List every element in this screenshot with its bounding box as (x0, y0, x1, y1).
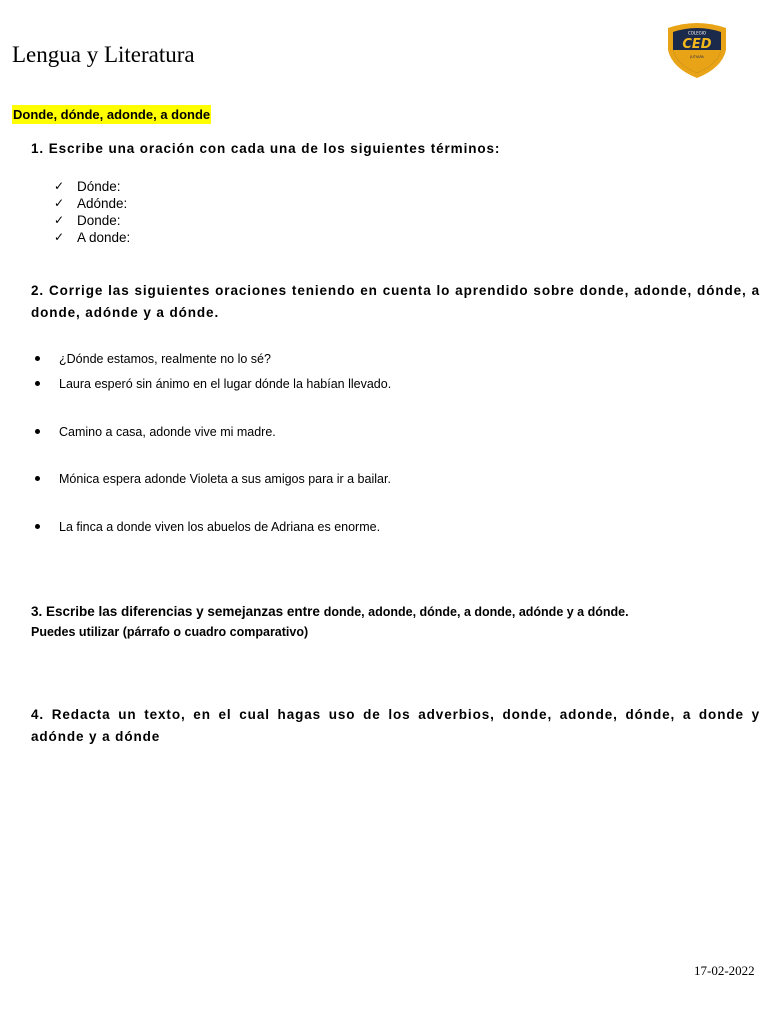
bullet-icon (35, 429, 40, 434)
document-title: Lengua y Literatura (12, 42, 195, 67)
list-item-label: Camino a casa, adonde vive mi madre. (59, 425, 276, 439)
list-item-label: Mónica espera adonde Violeta a sus amigos para ir a bailar. (59, 472, 391, 486)
list-item (35, 425, 276, 439)
bullet-icon (35, 381, 40, 386)
list-item (35, 377, 391, 391)
section-subtitle: Donde, dónde, adonde, a donde (13, 107, 211, 122)
list-item (35, 472, 391, 486)
list-item (35, 520, 380, 534)
school-logo (664, 20, 730, 80)
logo-bottom-text: JUTIAPA (690, 55, 704, 59)
list-item (54, 229, 130, 246)
bullet-icon (35, 356, 40, 361)
list-item (54, 195, 130, 212)
check-icon: ✓ (54, 213, 65, 227)
list-item-label: Adónde: (77, 196, 128, 211)
list-item (54, 178, 130, 195)
question-3-lead: 3. Escribe las diferencias y semejanzas entre (31, 604, 320, 619)
list-item-label: Donde: (77, 213, 121, 228)
list-item (54, 212, 130, 229)
check-icon: ✓ (54, 230, 65, 244)
question-4: 4. Redacta un texto, en el cual hagas uso de los adverbios, donde, adonde, dónde, a donde y adónde y a dónde (31, 707, 760, 744)
question-3 (31, 602, 760, 642)
question-3-tail: Puedes utilizar (párrafo o cuadro comparativo) (31, 625, 309, 639)
list-item-label: Laura esperó sin ánimo en el lugar dónde la habían llevado. (59, 377, 392, 391)
list-item-label: Dónde: (77, 179, 121, 194)
question-1: 1. Escribe una oración con cada una de los siguientes términos: (31, 141, 501, 156)
question-2: 2. Corrige las siguientes oraciones teniendo en cuenta lo aprendido sobre donde, adonde, dónde, a donde, adónde y a dónde. (31, 283, 760, 320)
check-icon: ✓ (54, 179, 65, 193)
check-list (54, 178, 130, 246)
list-item-label: ¿Dónde estamos, realmente no lo sé? (59, 352, 271, 366)
logo-main-text: CED (682, 37, 712, 52)
footer-date: 17-02-2022 (694, 963, 755, 978)
list-item (35, 352, 271, 366)
check-icon: ✓ (54, 196, 65, 210)
bullet-icon (35, 476, 40, 481)
list-item-label: La finca a donde viven los abuelos de Adriana es enorme. (59, 520, 381, 534)
bullet-icon (35, 524, 40, 529)
list-item-label: A donde: (77, 230, 131, 245)
logo-top-text: COLEGIO (687, 30, 707, 36)
question-3-terms: donde, adonde, dónde, a donde, adónde y a dónde. (323, 605, 629, 619)
